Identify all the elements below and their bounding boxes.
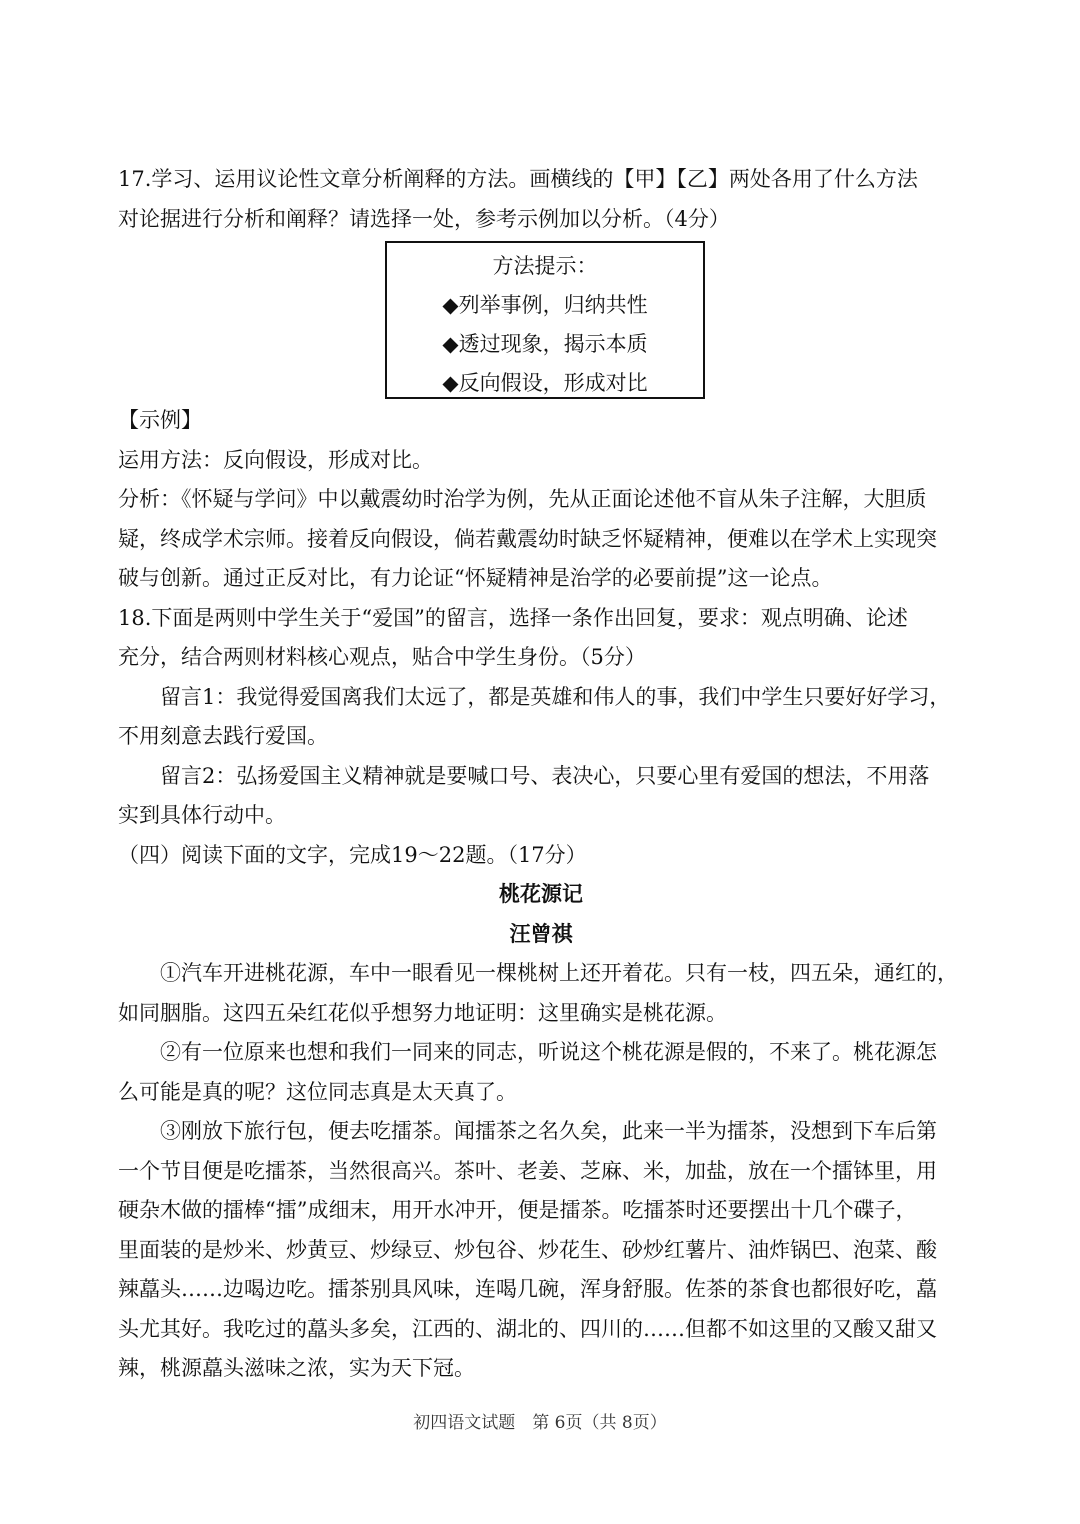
hint-item-3: ◆反向假设，形成对比 (442, 371, 648, 395)
paragraph-3-line-3: 硬杂木做的擂棒“擂”成细末，用开水冲开，便是擂茶。吃擂茶时还要摆出十几个碟子， (118, 1198, 917, 1222)
paragraph-3-line-5: 辣藠头……边喝边吃。擂茶别具风味，连喝几碗，浑身舒服。佐茶的茶食也都很好吃，藠 (118, 1277, 937, 1301)
message-1-line-2: 不用刻意去践行爱国。 (118, 724, 328, 748)
paragraph-3-line-2: 一个节目便是吃擂茶，当然很高兴。茶叶、老姜、芝麻、米，加盐，放在一个擂钵里，用 (118, 1158, 937, 1183)
message-1-line-1: 留言1：我觉得爱国离我们太远了，都是英雄和伟人的事，我们中学生只要好好学习， (160, 684, 951, 709)
q18-stem-line-2: 充分，结合两则材料核心观点，贴合中学生身份。（5分） (118, 645, 646, 669)
page-footer: 初四语文试题 第 6页（共 8页） (413, 1413, 667, 1433)
example-method: 运用方法：反向假设，形成对比。 (118, 447, 433, 472)
hint-item-2: ◆透过现象，揭示本质 (442, 332, 648, 356)
q17-stem-line-1: 17.学习、运用议论性文章分析阐释的方法。画横线的【甲】【乙】两处各用了什么方法 (118, 167, 918, 191)
section-4 (118, 836, 964, 1389)
question-17 (118, 160, 964, 599)
paragraph-2-line-1: ②有一位原来也想和我们一同来的同志，听说这个桃花源是假的，不来了。桃花源怎 (160, 1040, 937, 1064)
example-label: 【示例】 (118, 408, 202, 432)
example-analysis-line-3: 破与创新。通过正反对比，有力论证“怀疑精神是治学的必要前提”这一论点。 (118, 566, 833, 590)
q18-stem-line-1: 18.下面是两则中学生关于“爱国”的留言，选择一条作出回复，要求：观点明确、论述 (118, 605, 908, 630)
paragraph-3-line-4: 里面装的是炒米、炒黄豆、炒绿豆、炒包谷、炒花生、砂炒红薯片、油炸锅巴、泡菜、酸 (118, 1237, 937, 1262)
hint-item-1: ◆列举事例，归纳共性 (442, 293, 648, 317)
method-hint-box (385, 241, 705, 399)
passage-title: 桃花源记 (499, 882, 583, 906)
paragraph-2-line-2: 么可能是真的呢？这位同志真是太天真了。 (118, 1079, 517, 1104)
example-analysis-line-1: 分析：《怀疑与学问》中以戴震幼时治学为例，先从正面论述他不盲从朱子注解，大胆质 (118, 487, 927, 511)
q17-stem-line-2: 对论据进行分析和阐释？请选择一处，参考示例加以分析。（4分） (118, 206, 730, 231)
message-2-line-2: 实到具体行动中。 (118, 803, 286, 827)
paragraph-1-line-1: ①汽车开进桃花源，车中一眼看见一棵桃树上还开着花。只有一枝，四五朵，通红的， (160, 961, 958, 985)
passage-author: 汪曾祺 (509, 921, 573, 946)
message-2-line-1: 留言2：弘扬爱国主义精神就是要喊口号、表决心，只要心里有爱国的想法，不用落 (160, 763, 930, 788)
example-analysis-line-2: 疑，终成学术宗师。接着反向假设，倘若戴震幼时缺乏怀疑精神，便难以在学术上实现突 (118, 526, 937, 551)
paragraph-1-line-2: 如同胭脂。这四五朵红花似乎想努力地证明：这里确实是桃花源。 (118, 1000, 727, 1025)
paragraph-3-line-7: 辣，桃源藠头滋味之浓，实为天下冠。 (118, 1356, 475, 1380)
section-4-heading: （四）阅读下面的文字，完成19～22题。（17分） (118, 842, 587, 867)
paragraph-3-line-6: 头尤其好。我吃过的藠头多矣，江西的、湖北的、四川的……但都不如这里的又酸又甜又 (118, 1316, 937, 1341)
question-18 (118, 599, 964, 836)
paragraph-3-line-1: ③刚放下旅行包，便去吃擂茶。闻擂茶之名久矣，此来一半为擂茶，没想到下车后第 (160, 1119, 937, 1143)
exam-page (118, 160, 964, 1389)
hint-title: 方法提示： (492, 254, 598, 278)
